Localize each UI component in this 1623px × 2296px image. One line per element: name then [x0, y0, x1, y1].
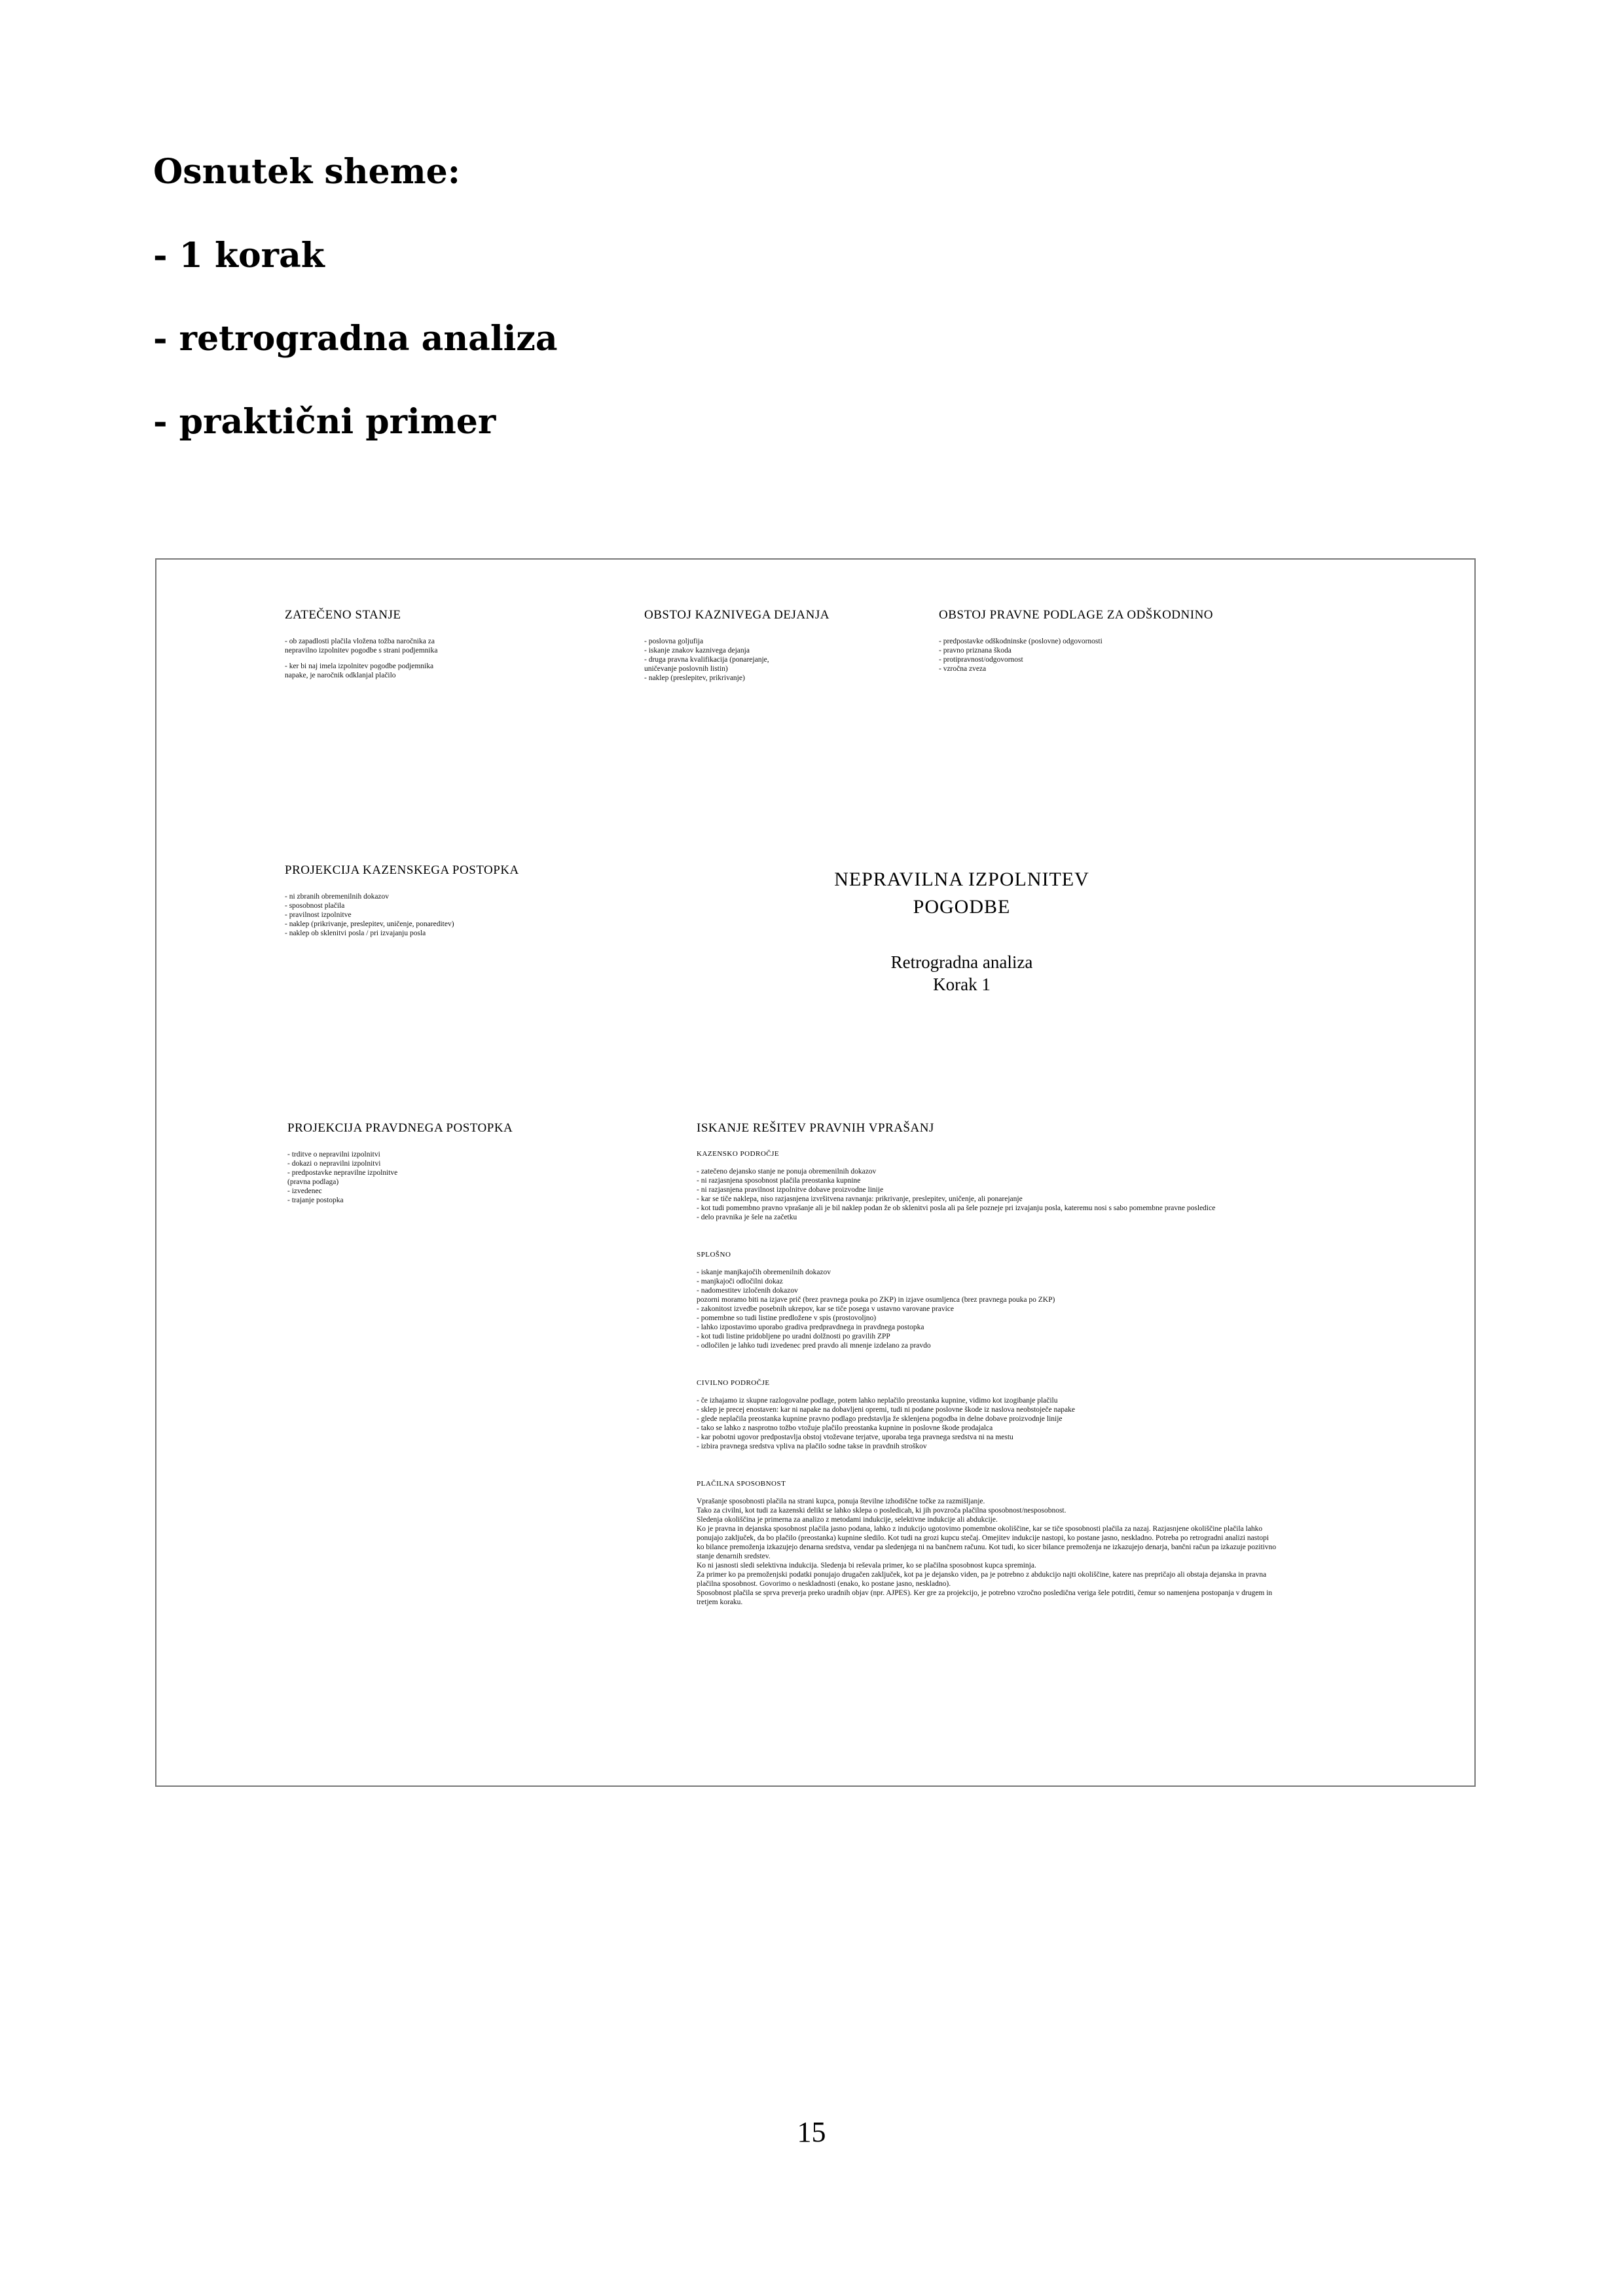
- section-line: - lahko izpostavimo uporabo gradiva predpravdnega in pravdnega postopka: [697, 1323, 924, 1331]
- section-zateceno: [285, 608, 437, 680]
- section-line: - dokazi o nepravilni izpolnitvi: [287, 1160, 381, 1168]
- section-line: - izvedenec: [287, 1187, 322, 1195]
- center-subtitle-line: Retrogradna analiza: [890, 952, 1033, 972]
- section-obstoj-pp: [939, 608, 1213, 673]
- page-number: 15: [797, 2116, 826, 2148]
- section-line: Vprašanje sposobnosti plačila na strani kupca, ponuja številne izhodiščne točke za razmišljanje.: [697, 1498, 985, 1505]
- section-line: - pomembne so tudi listine predložene v spis (prostovoljno): [697, 1314, 877, 1322]
- section-line: - naklep (preslepitev, prikrivanje): [644, 674, 745, 682]
- center-title-line: NEPRAVILNA IZPOLNITEV: [834, 869, 1089, 890]
- heading-retrograde: - retrogradna analiza: [153, 319, 558, 359]
- section-title: PROJEKCIJA PRAVDNEGA POSTOPKA: [287, 1121, 513, 1135]
- section-line: Sledenja okoliščina je primerna za analizo z metodami indukcije, selektivne indukcije ali abdukcije.: [697, 1516, 998, 1524]
- section-line: - tako se lahko z nasprotno tožbo vtožuje plačilo preostanka kupnine in poslovne škode prodajalca: [697, 1424, 993, 1432]
- section-line: - glede neplačila preostanka kupnine pravno podlago predstavlja že sklenjena pogodba in delne dobave proizvodnje linije: [697, 1415, 1063, 1423]
- section-line: - predpostavke nepravilne izpolnitve: [287, 1169, 398, 1177]
- section-line: - delo pravnika je šele na začetku: [697, 1213, 797, 1221]
- section-line: - vzročna zveza: [939, 665, 987, 673]
- center-subtitle: [792, 951, 1132, 996]
- section-line: - druga pravna kvalifikacija (ponarejanje,: [644, 656, 769, 664]
- section-line: - iskanje znakov kaznivega dejanja: [644, 647, 750, 655]
- heading-example: - praktični primer: [153, 402, 496, 442]
- section-line: tretjem koraku.: [697, 1598, 743, 1606]
- section-title: ZATEČENO STANJE: [285, 608, 401, 622]
- section-line: - sposobnost plačila: [285, 902, 345, 910]
- section-line: Za primer ko pa premoženjski podatki ponujajo drugačen zaključek, kot pa je dejansko viden, pa je potrebno z abdukcijo najti okoliščine, katere nas prepričajo ali obstaja dejanska in pravna: [697, 1571, 1267, 1579]
- section-line: - naklep (prikrivanje, preslepitev, uničenje, ponareditev): [285, 920, 454, 928]
- section-line: - poslovna goljufija: [644, 637, 704, 645]
- section-line: - iskanje manjkajočih obremenilnih dokazov: [697, 1268, 831, 1276]
- section-obstoj-kd: [644, 608, 830, 683]
- center-subtitle-line: Korak 1: [933, 975, 991, 994]
- section-line: - kot tudi listine pridobljene po uradni dolžnosti po gravilih ZPP: [697, 1333, 890, 1340]
- subsection-title: SPLOŠNO: [697, 1251, 731, 1259]
- section-line: - naklep ob sklenitvi posla / pri izvajanju posla: [285, 929, 426, 937]
- section-line: - ni razjasnjena pravilnost izpolnitve dobave proizvodne linije: [697, 1186, 884, 1194]
- section-line: ko bilance premoženja izkazujejo denarna sredstva, vendar pa sledenjega ni na bančnem računu. Kot tudi, ko sicer bilance premoženja ne izkazujejo denarja, bančni račun pa izkazuje pozitivno: [697, 1543, 1277, 1551]
- subsection-title: CIVILNO PODROČJE: [697, 1379, 770, 1387]
- section-line: pozorni moramo biti na izjave prič (brez pravnega pouka po ZKP) in izjave osumljenca (brez pravnega pouka po ZKP): [697, 1296, 1055, 1304]
- section-line: - če izhajamo iz skupne razlogovalne podlage, potem lahko neplačilo preostanka kupnine, vidimo kot izogibanje plačilu: [697, 1397, 1058, 1405]
- heading-step: - 1 korak: [153, 236, 325, 276]
- section-iskanje: [697, 1121, 1276, 1607]
- section-line: Tako za civilni, kot tudi za kazenski delikt se lahko sklepa o posledicah, ki jih povzroča plačilna sposobnost/nesposobnost.: [697, 1507, 1067, 1515]
- section-line: - pravilnost izpolnitve: [285, 911, 352, 919]
- section-line: (pravna podlaga): [287, 1178, 339, 1186]
- section-line: - ni zbranih obremenilnih dokazov: [285, 893, 390, 901]
- section-line: - pravno priznana škoda: [939, 647, 1012, 655]
- section-line: - kar se tiče naklepa, niso razjasnjena izvršitvena ravnanja: prikrivanje, preslepitev, uničenje, ali ponarejanje: [697, 1195, 1023, 1203]
- section-line: Sposobnost plačila se sprva preverja preko uradnih objav (npr. AJPES). Ker gre za projekcijo, je potrebno vzročno posledična veriga šele potrditi, čemur so namenjena postopanja v drugem in: [697, 1589, 1273, 1597]
- section-title: OBSTOJ PRAVNE PODLAGE ZA ODŠKODNINO: [939, 608, 1214, 622]
- section-line: - ker bi naj imela izpolnitev pogodbe podjemnika: [285, 662, 434, 670]
- section-line: stanje denarnih sredstev.: [697, 1552, 771, 1560]
- section-title: OBSTOJ KAZNIVEGA DEJANJA: [644, 608, 830, 622]
- section-line: - kot tudi pomembno pravno vprašanje ali je bil naklep podan že ob sklenitvi posla ali pa šele pozneje pri izvajanju posla, kateremu nosi s sabo pomembne pravne posledice: [697, 1204, 1216, 1212]
- section-line: nepravilno izpolnitev pogodbe s strani podjemnika: [285, 647, 438, 655]
- heading-outline: Osnutek sheme:: [153, 152, 460, 192]
- section-line: - predpostavke odškodninske (poslovne) odgovornosti: [939, 637, 1103, 645]
- section-line: - trajanje postopka: [287, 1196, 344, 1204]
- section-line: napake, je naročnik odklanjal plačilo: [285, 672, 396, 679]
- section-line: - trditve o nepravilni izpolnitvi: [287, 1151, 380, 1158]
- scheme-frame: [155, 558, 1476, 1787]
- section-line: - kar pobotni ugovor predpostavlja obstoj vtoževane terjatve, uporaba tega pravnega sredstva ni na mestu: [697, 1433, 1013, 1441]
- section-line: - protipravnost/odgovornost: [939, 656, 1023, 664]
- section-line: - zakonitost izvedbe posebnih ukrepov, kar se tiče posega v ustavno varovane pravice: [697, 1305, 954, 1313]
- section-line: Ko je pravna in dejanska sposobnost plačila jasno podana, lahko z indukcijo ugotovimo pomembne okoliščine, kar se tiče sposobnosti plačila za nazaj. Razjasnjene okoliščine plačila lahko: [697, 1525, 1263, 1533]
- center-title-line: POGODBE: [913, 896, 1011, 918]
- section-line: - izbira pravnega sredstva vpliva na plačilo sodne takse in pravdnih stroškov: [697, 1443, 927, 1450]
- section-kazenski: [285, 863, 519, 938]
- section-pravdni: [287, 1121, 513, 1205]
- section-line: - odločilen je lahko tudi izvedenec pred pravdo ali mnenje izdelano za pravdo: [697, 1342, 931, 1350]
- section-line: uničevanje poslovnih listin): [644, 665, 728, 673]
- center-title: [792, 866, 1132, 921]
- section-line: ponujajo zaključek, da bo plačilo (preostanka) kupnine sledilo. Kot tudi na grozi kupcu stečaj. Omejitev indukcije nastopi, ko postane jasno, neskladno. Potreba po retrogradni analizi nastopi: [697, 1534, 1269, 1542]
- subsection-title: PLAČILNA SPOSOBNOST: [697, 1480, 786, 1488]
- section-title: ISKANJE REŠITEV PRAVNIH VPRAŠANJ: [697, 1121, 934, 1135]
- subsection-title: KAZENSKO PODROČJE: [697, 1150, 780, 1158]
- section-line: plačilna sposobnost. Govorimo o neskladnosti (enako, ko postane jasno, neskladno).: [697, 1580, 951, 1588]
- section-line: - ob zapadlosti plačila vložena tožba naročnika za: [285, 637, 435, 645]
- section-title: PROJEKCIJA KAZENSKEGA POSTOPKA: [285, 863, 519, 877]
- section-line: - sklep je precej enostaven: kar ni napake na dobavljeni opremi, tudi ni podane poslovne škode iz naslova neobstoječe napake: [697, 1406, 1076, 1414]
- section-line: Ko ni jasnosti sledi selektivna indukcija. Sledenja bi reševala primer, ko se plačilna sposobnost kupca spreminja.: [697, 1562, 1036, 1570]
- section-line: - zatečeno dejansko stanje ne ponuja obremenilnih dokazov: [697, 1168, 877, 1175]
- section-line: - nadomestitev izločenih dokazov: [697, 1287, 798, 1295]
- section-line: - ni razjasnjena sposobnost plačila preostanka kupnine: [697, 1177, 861, 1185]
- section-line: - manjkajoči odločilni dokaz: [697, 1278, 783, 1285]
